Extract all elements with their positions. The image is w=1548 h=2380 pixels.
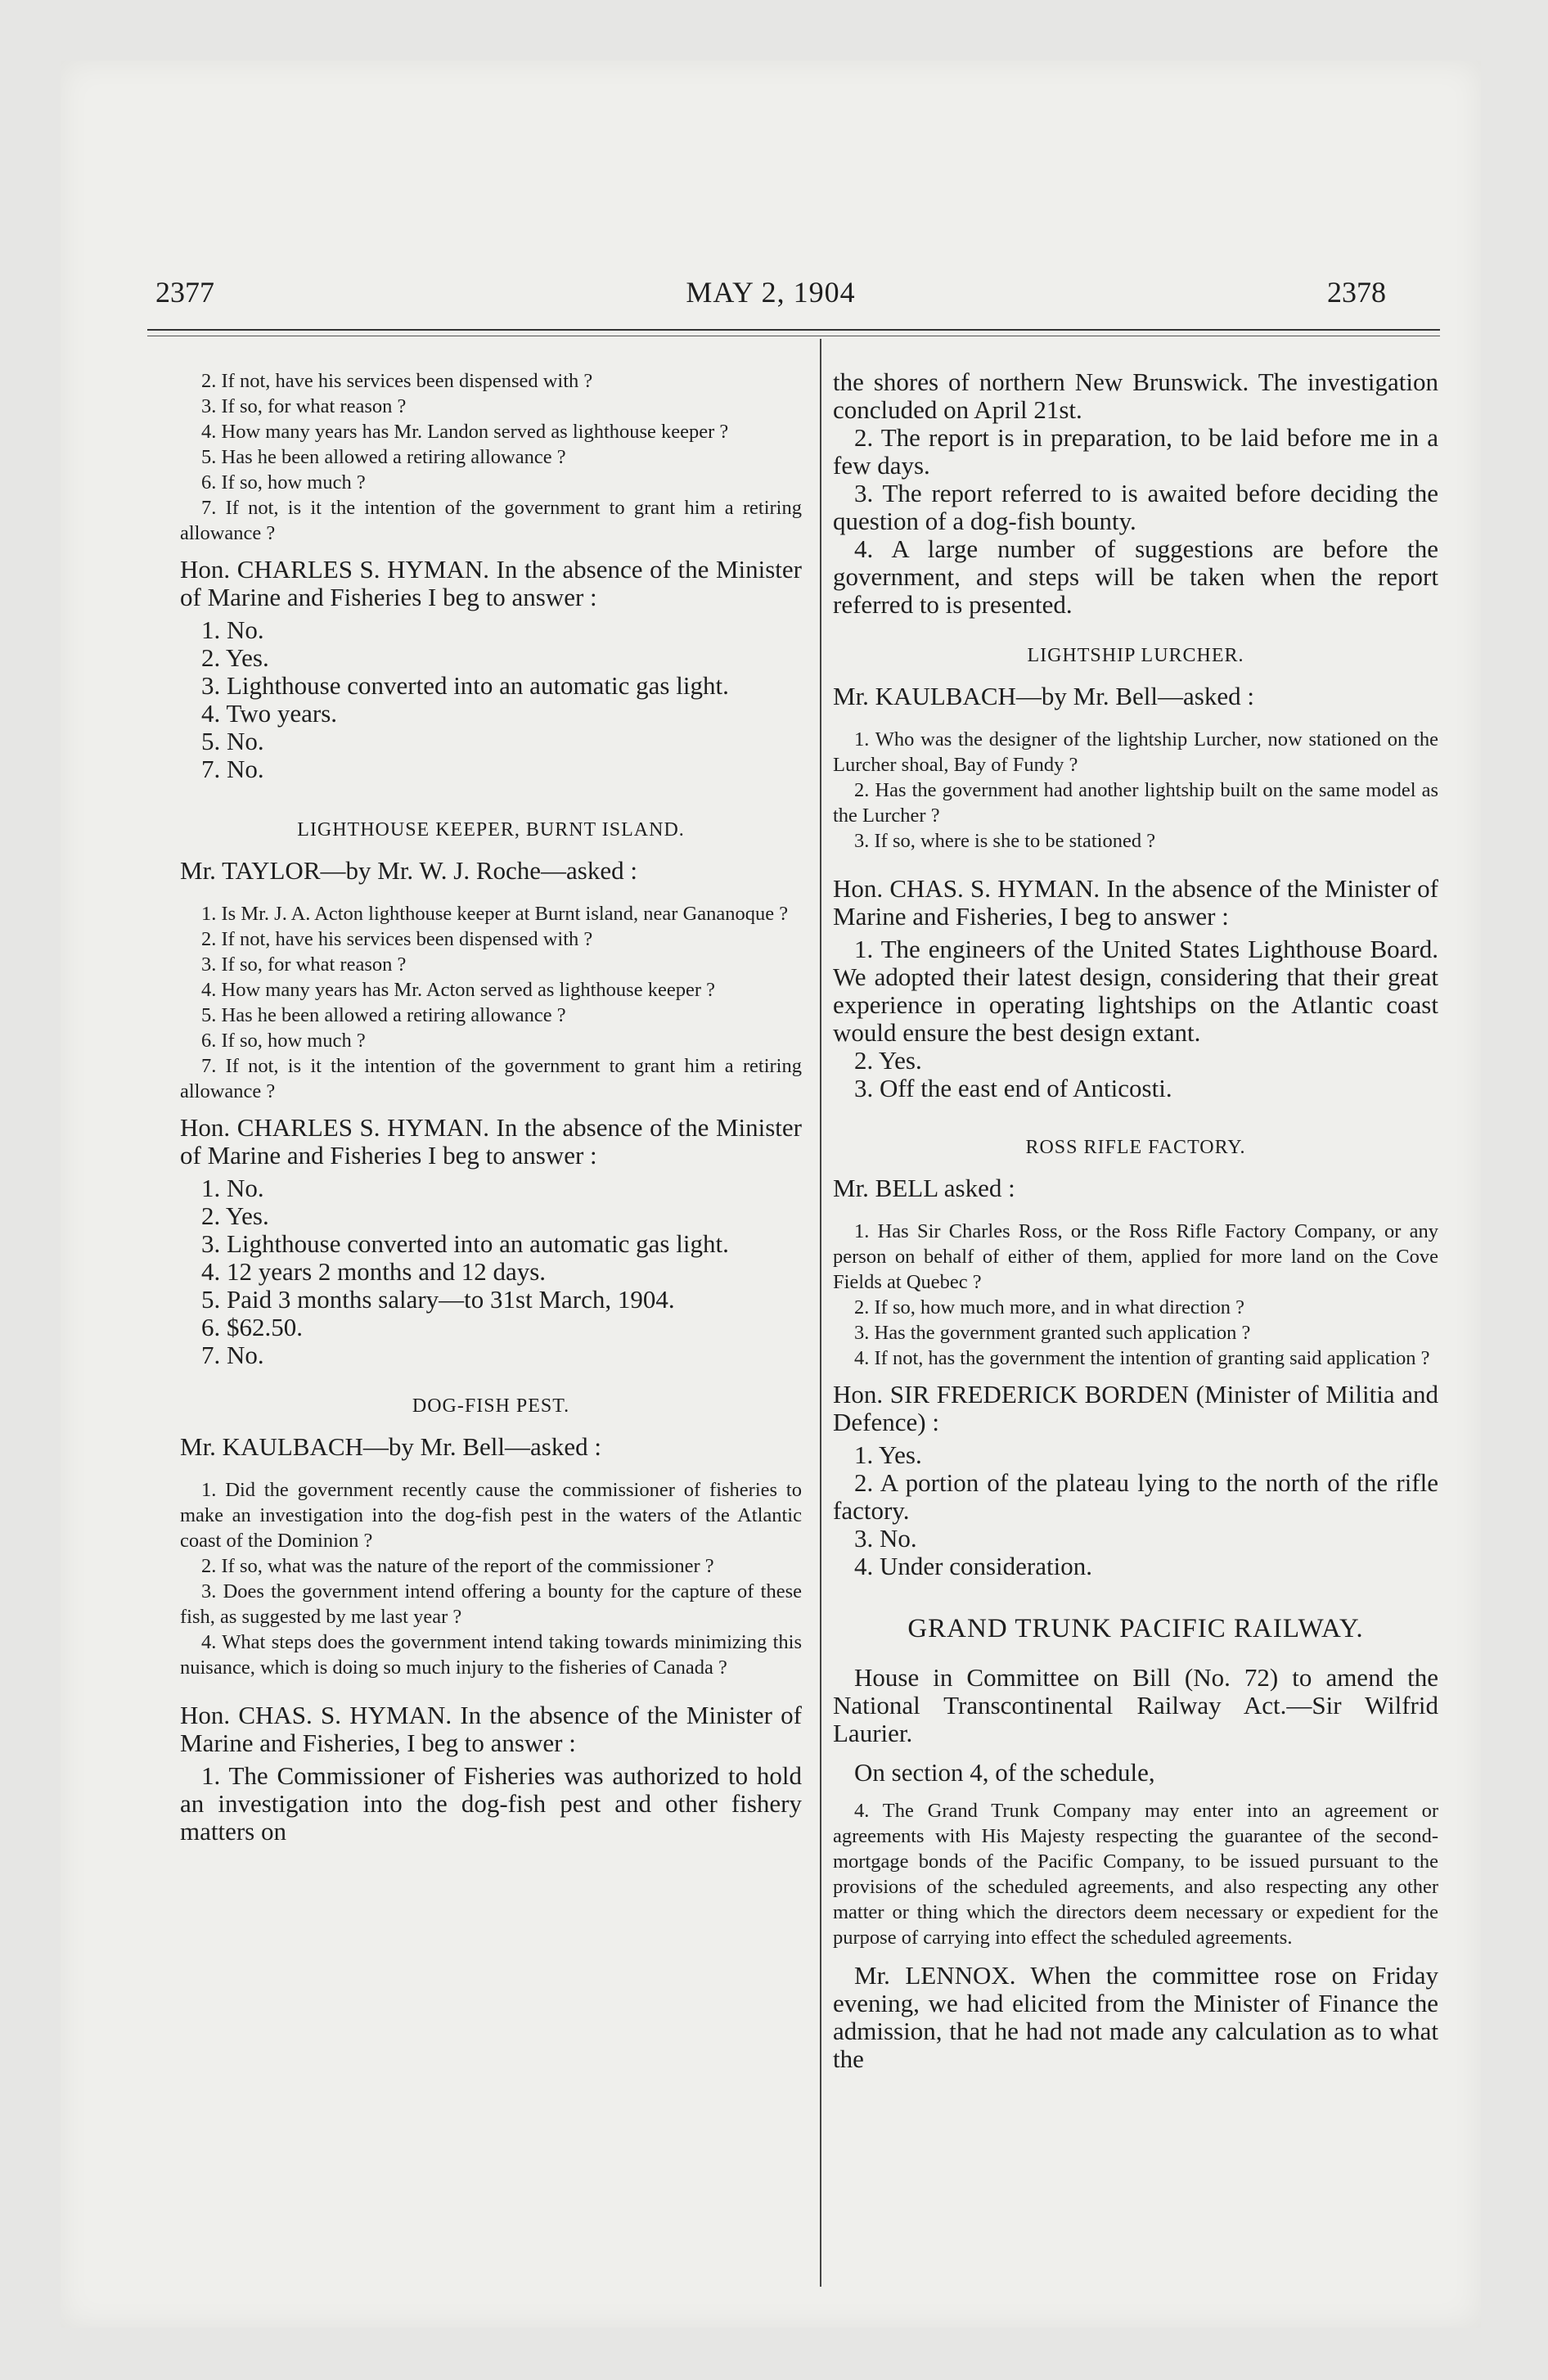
answer: 1. The engineers of the United States Lighthouse Board. We adopted their latest design, considering that their great experience in operating lightships on the Atlantic coast would ensure the best design extant. (833, 935, 1438, 1047)
speaker-paragraph: Mr. LENNOX. When the committee rose on Friday evening, we had elicited from the Minister of Finance the admission, that he had not made any calculation as to what the (833, 1961, 1438, 2073)
section-heading: DOG-FISH PEST. (412, 1395, 570, 1417)
question: 2. If so, what was the nature of the report of the commissioner ? (201, 1555, 714, 1577)
continued-text: the shores of northern New Brunswick. The investigation concluded on April 21st. (833, 367, 1438, 424)
answer: 3. The report referred to is awaited before deciding the question of a dog-fish bounty. (833, 479, 1438, 535)
page-sheet (61, 61, 1481, 2328)
answer: 1. No. (201, 615, 264, 644)
answer: 5. No. (201, 727, 264, 755)
answer: 1. No. (201, 1174, 264, 1202)
question: 2. If so, how much more, and in what direction ? (854, 1296, 1244, 1318)
speaker-paragraph: Hon. SIR FREDERICK BORDEN (Minister of Militia and Defence) : (833, 1380, 1438, 1436)
answer: 4. Two years. (201, 699, 338, 728)
asked-line: Mr. KAULBACH—by Mr. Bell—asked : (180, 1432, 601, 1461)
asked-line: Mr. TAYLOR—by Mr. W. J. Roche—asked : (180, 856, 637, 885)
question: 5. Has he been allowed a retiring allowance ? (201, 1004, 566, 1026)
answer: 2. Yes. (854, 1046, 922, 1075)
answer: 5. Paid 3 months salary—to 31st March, 1904. (201, 1285, 675, 1314)
answer: 6. $62.50. (201, 1313, 303, 1341)
question: 2. If not, have his services been dispensed with ? (201, 928, 593, 950)
question: 1. Who was the designer of the lightship Lurcher, now stationed on the Lurcher shoal, Bay of Fundy ? (833, 728, 1438, 776)
answer: 3. Lighthouse converted into an automatic gas light. (201, 1229, 729, 1258)
answer: 3. No. (854, 1524, 917, 1553)
speaker-paragraph: Hon. CHAS. S. HYMAN. In the absence of the Minister of Marine and Fisheries, I beg to answer : (833, 874, 1438, 931)
paragraph: House in Committee on Bill (No. 72) to amend the National Transcontinental Railway Act.—Sir Wilfrid Laurier. (833, 1663, 1438, 1747)
answer: 3. Lighthouse converted into an automatic gas light. (201, 671, 729, 700)
question: 3. If so, for what reason ? (201, 953, 407, 976)
question: 3. If so, where is she to be stationed ? (854, 830, 1156, 852)
section-heading: LIGHTSHIP LURCHER. (1027, 645, 1244, 666)
page-number-right: 2378 (1327, 276, 1386, 309)
question: 5. Has he been allowed a retiring allowance ? (201, 446, 566, 468)
paragraph: On section 4, of the schedule, (854, 1758, 1155, 1787)
question: 3. Has the government granted such application ? (854, 1322, 1251, 1344)
question: 1. Is Mr. J. A. Acton lighthouse keeper at Burnt island, near Gananoque ? (201, 903, 789, 925)
answer: 1. Yes. (854, 1440, 922, 1469)
section-heading: ROSS RIFLE FACTORY. (1025, 1137, 1246, 1158)
section-heading: LIGHTHOUSE KEEPER, BURNT ISLAND. (297, 819, 685, 841)
question: 7. If not, is it the intention of the government to grant him a retiring allowance ? (180, 1055, 802, 1102)
question: 6. If so, how much ? (201, 471, 366, 494)
header-date: MAY 2, 1904 (686, 276, 856, 309)
question: 3. If so, for what reason ? (201, 395, 407, 417)
question: 4. How many years has Mr. Landon served as lighthouse keeper ? (201, 421, 729, 443)
answer: 2. Yes. (201, 1201, 269, 1230)
question: 2. If not, have his services been dispensed with ? (201, 370, 593, 392)
answer: 4. 12 years 2 months and 12 days. (201, 1257, 547, 1286)
answer: 7. No. (201, 755, 264, 783)
answer: 3. Off the east end of Anticosti. (854, 1074, 1172, 1102)
question: 2. Has the government had another lightship built on the same model as the Lurcher ? (833, 779, 1438, 827)
speaker-paragraph: Hon. CHAS. S. HYMAN. In the absence of the Minister of Marine and Fisheries, I beg to answer : (180, 1701, 802, 1757)
page-number-left: 2377 (155, 276, 214, 309)
question: 4. If not, has the government the intention of granting said application ? (854, 1347, 1430, 1369)
question: 4. What steps does the government intend taking towards minimizing this nuisance, which is doing so much injury to the fisheries of Canada ? (180, 1631, 802, 1679)
answer: 2. A portion of the plateau lying to the north of the rifle factory. (833, 1468, 1438, 1525)
answer: 7. No. (201, 1341, 264, 1369)
answer: 4. Under consideration. (854, 1552, 1092, 1580)
quoted-clause: 4. The Grand Trunk Company may enter into an agreement or agreements with His Majesty respecting the guarantee of the second-mortgage bonds of the Pacific Company, to be issued pursuant to the provisions of the scheduled agreements, and also respecting any other matter or thing which the directors deem necessary or expedient for the purpose of carrying into effect the scheduled agreements. (833, 1800, 1438, 1949)
answer: 2. The report is in preparation, to be laid before me in a few days. (833, 423, 1438, 480)
answer: 4. A large number of suggestions are before the government, and steps will be taken when the report referred to is presented. (833, 534, 1438, 619)
right-column (833, 368, 1438, 2073)
speaker-paragraph: Hon. CHARLES S. HYMAN. In the absence of the Minister of Marine and Fisheries I beg to answer : (180, 1113, 802, 1170)
question: 6. If so, how much ? (201, 1030, 366, 1052)
asked-line: Mr. BELL asked : (833, 1174, 1015, 1202)
left-column (180, 368, 802, 1846)
column-divider (820, 339, 821, 2287)
asked-line: Mr. KAULBACH—by Mr. Bell—asked : (833, 682, 1254, 710)
question: 3. Does the government intend offering a bounty for the capture of these fish, as suggested by me last year ? (180, 1580, 802, 1628)
header-rule (147, 329, 1440, 331)
section-heading: GRAND TRUNK PACIFIC RAILWAY. (907, 1614, 1364, 1643)
question: 7. If not, is it the intention of the government to grant him a retiring allowance ? (180, 497, 802, 544)
question: 1. Has Sir Charles Ross, or the Ross Rifle Factory Company, or any person on behalf of either of them, applied for more land on the Cove Fields at Quebec ? (833, 1220, 1438, 1293)
question: 4. How many years has Mr. Acton served as lighthouse keeper ? (201, 979, 715, 1001)
running-header (155, 275, 1386, 316)
speaker-paragraph: Hon. CHARLES S. HYMAN. In the absence of the Minister of Marine and Fisheries I beg to answer : (180, 555, 802, 611)
question: 1. Did the government recently cause the commissioner of fisheries to make an investigation into the dog-fish pest in the waters of the Atlantic coast of the Dominion ? (180, 1479, 802, 1552)
answer: 2. Yes. (201, 643, 269, 672)
answer: 1. The Commissioner of Fisheries was authorized to hold an investigation into the dog-fish pest and other fishery matters on (180, 1761, 802, 1846)
